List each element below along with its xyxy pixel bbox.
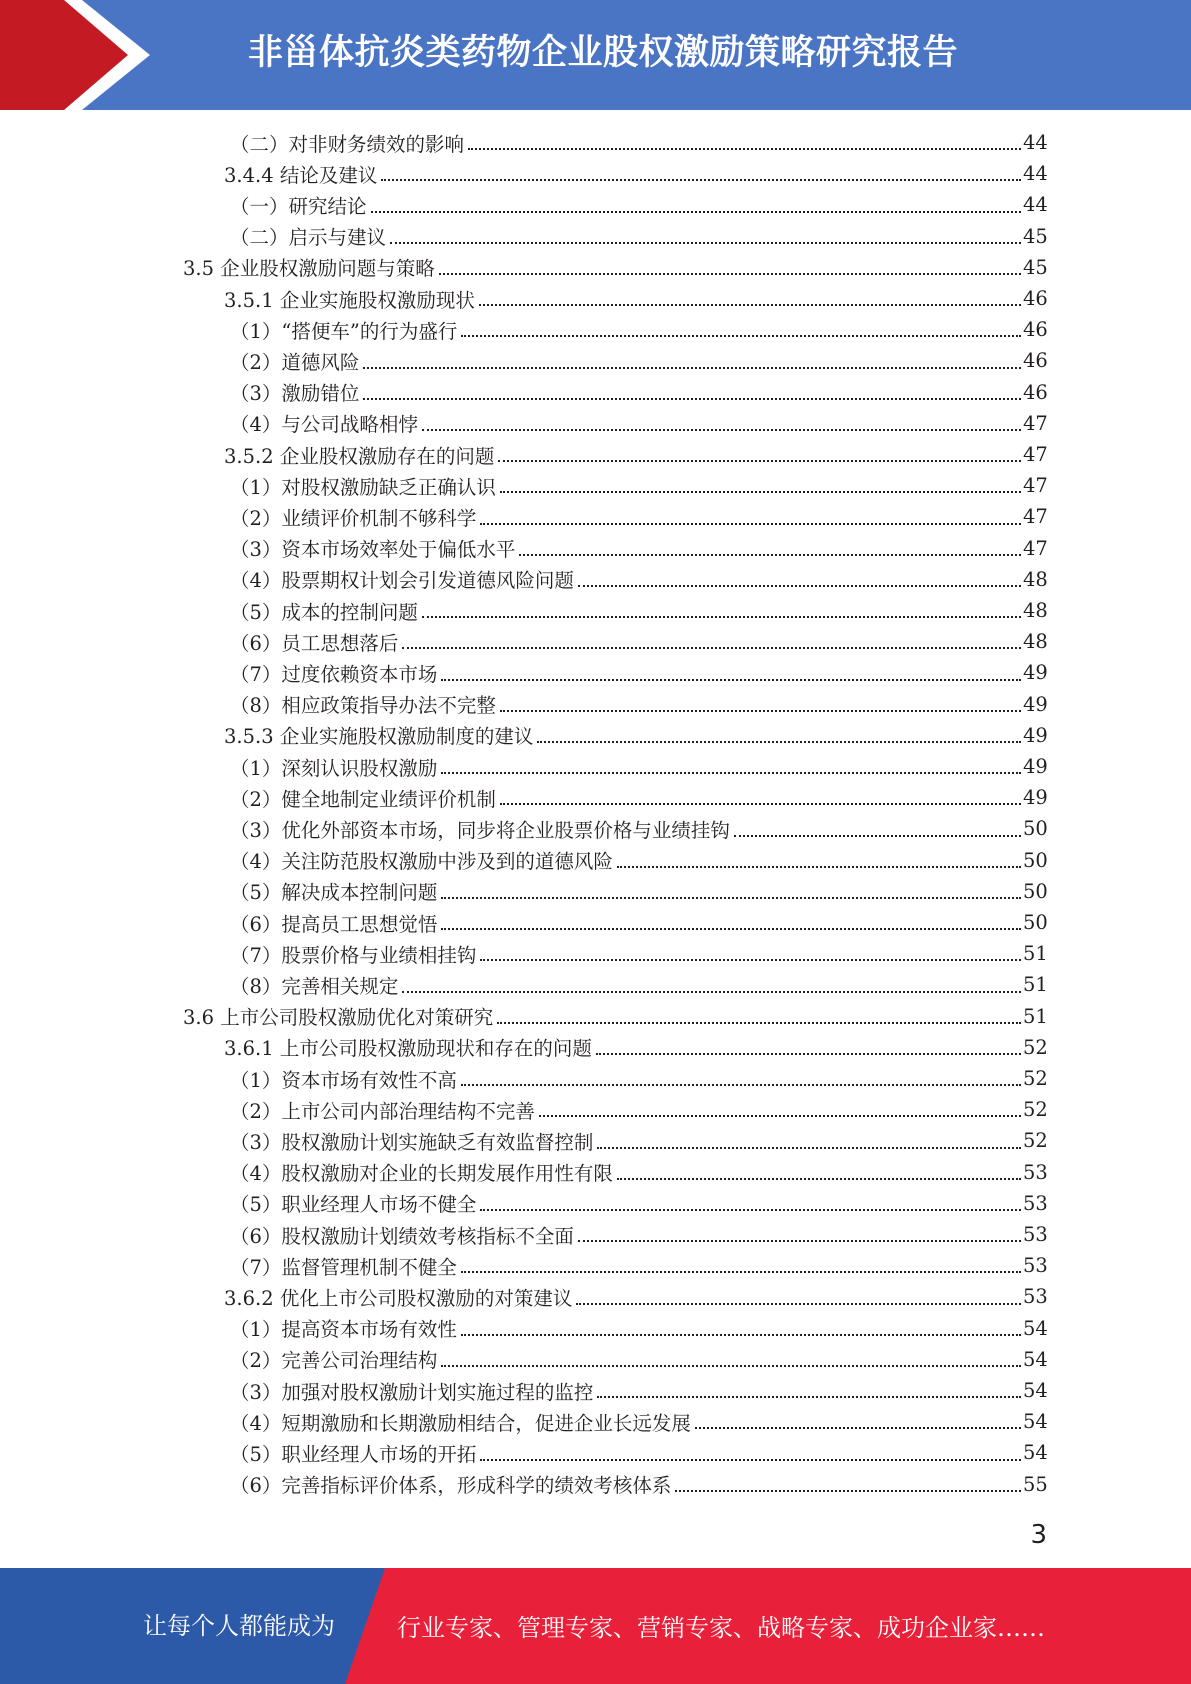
- toc-entry-label: （5）解决成本控制问题: [230, 881, 438, 905]
- toc-entry-page: 49: [1023, 755, 1048, 779]
- toc-entry-page: 54: [1023, 1316, 1048, 1340]
- toc-entry[interactable]: [230, 127, 1191, 158]
- toc-dot-leader: [597, 1396, 1021, 1398]
- toc-entry-page: 49: [1023, 723, 1048, 747]
- toc-entry[interactable]: [230, 1094, 1191, 1125]
- toc-dot-leader: [617, 1178, 1021, 1180]
- toc-dot-leader: [596, 1053, 1021, 1055]
- toc-entry-label: （3）优化外部资本市场，同步将企业股票价格与业绩挂钩: [230, 818, 730, 842]
- toc-entry-label: （7）监督管理机制不健全: [230, 1255, 457, 1279]
- toc-entry[interactable]: [230, 907, 1191, 938]
- toc-dot-leader: [439, 273, 1021, 275]
- toc-entry[interactable]: [230, 533, 1191, 564]
- toc-entry-label: （5）职业经理人市场的开拓: [230, 1442, 477, 1466]
- toc-entry[interactable]: [230, 969, 1191, 1000]
- toc-entry-page: 51: [1023, 1004, 1048, 1028]
- toc-entry-label: （2）健全地制定业绩评价机制: [230, 787, 496, 811]
- toc-entry-label: （1）深刻认识股权激励: [230, 756, 438, 780]
- toc-entry-label: 3.6.1 上市公司股权激励现状和存在的问题: [224, 1037, 592, 1061]
- toc-dot-leader: [480, 523, 1021, 525]
- toc-dot-leader: [441, 897, 1021, 899]
- toc-entry-label: 3.6 上市公司股权激励优化对策研究: [183, 1006, 494, 1030]
- toc-dot-leader: [734, 835, 1021, 837]
- toc-entry[interactable]: [224, 720, 1191, 751]
- toc-entry[interactable]: [230, 314, 1191, 345]
- toc-entry-label: （6）股权激励计划绩效考核指标不全面: [230, 1224, 574, 1248]
- toc-entry-label: （5）成本的控制问题: [230, 600, 418, 624]
- toc-entry-page: 47: [1023, 505, 1048, 529]
- toc-entry-page: 44: [1023, 193, 1048, 217]
- page-number: 3: [1030, 1520, 1047, 1550]
- toc-entry[interactable]: [230, 626, 1191, 657]
- toc-entry[interactable]: [230, 1125, 1191, 1156]
- toc-entry-label: 3.5.3 企业实施股权激励制度的建议: [224, 725, 534, 749]
- toc-entry-label: （二）对非财务绩效的影响: [230, 132, 465, 156]
- toc-entry-page: 49: [1023, 786, 1048, 810]
- toc-entry-label: （6）员工思想落后: [230, 631, 399, 655]
- toc-entry[interactable]: [230, 1437, 1191, 1468]
- toc-entry-label: （3）资本市场效率处于偏低水平: [230, 538, 516, 562]
- toc-entry-label: （4）股票期权计划会引发道德风险问题: [230, 569, 574, 593]
- toc-entry-label: （1）“搭便车”的行为盛行: [230, 319, 458, 343]
- toc-entry-page: 53: [1023, 1285, 1048, 1309]
- toc-entry-page: 46: [1023, 287, 1048, 311]
- toc-entry-page: 53: [1023, 1160, 1048, 1184]
- toc-dot-leader: [441, 772, 1021, 774]
- toc-entry-label: （1）提高资本市场有效性: [230, 1318, 457, 1342]
- toc-entry-page: 54: [1023, 1410, 1048, 1434]
- toc-entry-page: 53: [1023, 1191, 1048, 1215]
- toc-entry-label: 3.5.2 企业股权激励存在的问题: [224, 444, 495, 468]
- toc-dot-leader: [479, 304, 1021, 306]
- toc-entry-page: 54: [1023, 1347, 1048, 1371]
- toc-dot-leader: [617, 866, 1021, 868]
- toc-dot-leader: [578, 1240, 1021, 1242]
- toc-entry[interactable]: [230, 1063, 1191, 1094]
- toc-entry-page: 47: [1023, 536, 1048, 560]
- toc-dot-leader: [461, 335, 1021, 337]
- toc-entry-page: 54: [1023, 1441, 1048, 1465]
- toc-entry-label: 3.5.1 企业实施股权激励现状: [224, 288, 475, 312]
- toc-entry-page: 49: [1023, 692, 1048, 716]
- toc-dot-leader: [675, 1490, 1021, 1492]
- toc-entry[interactable]: [230, 657, 1191, 688]
- toc-entry[interactable]: [230, 1469, 1191, 1500]
- toc-entry-label: （8）相应政策指导办法不完整: [230, 694, 496, 718]
- toc-entry-label: （2）业绩评价机制不够科学: [230, 506, 477, 530]
- toc-dot-leader: [695, 1427, 1021, 1429]
- toc-dot-leader: [461, 1084, 1021, 1086]
- toc-dot-leader: [422, 616, 1021, 618]
- toc-entry[interactable]: [230, 377, 1191, 408]
- toc-entry-label: （7）股票价格与业绩相挂钩: [230, 943, 477, 967]
- toc-entry[interactable]: [230, 408, 1191, 439]
- toc-entry-label: （4）与公司战略相悖: [230, 413, 418, 437]
- toc-entry-label: （8）完善相关规定: [230, 974, 399, 998]
- toc-entry-label: （3）股权激励计划实施缺乏有效监督控制: [230, 1130, 594, 1154]
- toc-entry[interactable]: [183, 1001, 1191, 1032]
- toc-entry-page: 50: [1023, 817, 1048, 841]
- toc-entry[interactable]: [230, 564, 1191, 595]
- toc-entry[interactable]: [224, 1281, 1191, 1312]
- toc-entry-page: 44: [1023, 131, 1048, 155]
- toc-entry-label: （5）职业经理人市场不健全: [230, 1193, 477, 1217]
- toc-entry-label: （6）提高员工思想觉悟: [230, 912, 438, 936]
- toc-entry[interactable]: [230, 1157, 1191, 1188]
- toc-entry[interactable]: [183, 252, 1191, 283]
- toc-entry-page: 53: [1023, 1223, 1048, 1247]
- toc-dot-leader: [381, 179, 1021, 181]
- toc-entry-page: 53: [1023, 1254, 1048, 1278]
- toc-entry[interactable]: [230, 1375, 1191, 1406]
- toc-entry[interactable]: [230, 595, 1191, 626]
- toc-entry[interactable]: [230, 782, 1191, 813]
- toc-dot-leader: [537, 741, 1021, 743]
- toc-dot-leader: [468, 148, 1021, 150]
- toc-dot-leader: [576, 1303, 1021, 1305]
- toc-entry[interactable]: [230, 813, 1191, 844]
- toc-entry[interactable]: [230, 845, 1191, 876]
- footer-slogan-right: 行业专家、管理专家、营销专家、战略专家、成功企业家……: [397, 1614, 1045, 1642]
- page-footer: [0, 1568, 1191, 1684]
- toc-dot-leader: [390, 242, 1021, 244]
- toc-entry-page: 51: [1023, 942, 1048, 966]
- toc-entry-label: （二）启示与建议: [230, 226, 387, 250]
- toc-entry-label: （1）资本市场有效性不高: [230, 1068, 457, 1092]
- toc-entry-label: （4）短期激励和长期激励相结合，促进企业长远发展: [230, 1411, 691, 1435]
- toc-entry[interactable]: [230, 1344, 1191, 1375]
- toc-entry-page: 45: [1023, 255, 1048, 279]
- toc-entry-label: （4）关注防范股权激励中涉及到的道德风险: [230, 850, 613, 874]
- toc-dot-leader: [363, 367, 1021, 369]
- toc-dot-leader: [371, 211, 1021, 213]
- toc-entry[interactable]: [230, 189, 1191, 220]
- toc-entry-page: 46: [1023, 380, 1048, 404]
- toc-entry-page: 46: [1023, 349, 1048, 373]
- toc-entry-label: （3）激励错位: [230, 382, 360, 406]
- toc-dot-leader: [578, 585, 1021, 587]
- toc-entry-page: 51: [1023, 973, 1048, 997]
- toc-entry[interactable]: [230, 1188, 1191, 1219]
- toc-entry-label: （2）上市公司内部治理结构不完善: [230, 1099, 535, 1123]
- toc-entry[interactable]: [230, 689, 1191, 720]
- toc-entry[interactable]: [224, 1032, 1191, 1063]
- toc-entry-page: 46: [1023, 318, 1048, 342]
- toc-entry[interactable]: [224, 439, 1191, 470]
- toc-entry-label: 3.6.2 优化上市公司股权激励的对策建议: [224, 1286, 573, 1310]
- toc-dot-leader: [441, 1365, 1021, 1367]
- toc-entry[interactable]: [230, 1219, 1191, 1250]
- toc-dot-leader: [519, 554, 1021, 556]
- toc-dot-leader: [498, 460, 1021, 462]
- toc-dot-leader: [480, 1209, 1021, 1211]
- toc-dot-leader: [500, 710, 1021, 712]
- toc-entry[interactable]: [230, 751, 1191, 782]
- toc-entry[interactable]: [230, 938, 1191, 969]
- toc-entry-page: 54: [1023, 1379, 1048, 1403]
- toc-entry-page: 48: [1023, 630, 1048, 654]
- toc-dot-leader: [539, 1115, 1021, 1117]
- report-title: 非甾体抗炎类药物企业股权激励策略研究报告: [248, 33, 959, 73]
- toc-dot-leader: [441, 679, 1021, 681]
- toc-entry-page: 47: [1023, 411, 1048, 435]
- toc-entry[interactable]: [224, 283, 1191, 314]
- toc-entry-page: 49: [1023, 661, 1048, 685]
- toc-entry-page: 48: [1023, 599, 1048, 623]
- toc-entry[interactable]: [230, 1406, 1191, 1437]
- toc-entry[interactable]: [230, 1250, 1191, 1281]
- toc-dot-leader: [480, 959, 1021, 961]
- header-arrow-decoration: [0, 0, 160, 110]
- toc-dot-leader: [422, 429, 1021, 431]
- toc-entry-label: 3.4.4 结论及建议: [224, 163, 378, 187]
- toc-entry-label: （3）加强对股权激励计划实施过程的监控: [230, 1380, 594, 1404]
- toc-entry-page: 55: [1023, 1472, 1048, 1496]
- toc-dot-leader: [500, 803, 1021, 805]
- toc-entry-label: 3.5 企业股权激励问题与策略: [183, 257, 435, 281]
- toc-entry[interactable]: [230, 221, 1191, 252]
- toc-entry-label: （2）道德风险: [230, 350, 360, 374]
- toc-entry-page: 47: [1023, 474, 1048, 498]
- toc-dot-leader: [497, 1022, 1021, 1024]
- toc-entry[interactable]: [230, 501, 1191, 532]
- toc-entry-page: 44: [1023, 162, 1048, 186]
- toc-entry[interactable]: [230, 345, 1191, 376]
- toc-entry[interactable]: [224, 158, 1191, 189]
- toc-entry-label: （7）过度依赖资本市场: [230, 662, 438, 686]
- page-header: [0, 0, 1191, 110]
- toc-dot-leader: [441, 928, 1021, 930]
- toc-entry[interactable]: [230, 876, 1191, 907]
- toc-dot-leader: [363, 398, 1021, 400]
- toc-dot-leader: [597, 1147, 1021, 1149]
- toc-entry-page: 47: [1023, 443, 1048, 467]
- toc-entry-page: 52: [1023, 1098, 1048, 1122]
- toc-entry[interactable]: [230, 1313, 1191, 1344]
- toc-dot-leader: [480, 1459, 1021, 1461]
- toc-entry-label: （1）对股权激励缺乏正确认识: [230, 475, 496, 499]
- toc-entry-label: （2）完善公司治理结构: [230, 1349, 438, 1373]
- toc-entry-page: 50: [1023, 911, 1048, 935]
- toc-entry-label: （6）完善指标评价体系，形成科学的绩效考核体系: [230, 1474, 672, 1498]
- toc-entry-label: （4）股权激励对企业的长期发展作用性有限: [230, 1162, 613, 1186]
- toc-dot-leader: [402, 991, 1021, 993]
- toc-entry-page: 48: [1023, 567, 1048, 591]
- toc-entry-page: 52: [1023, 1067, 1048, 1091]
- toc-entry-label: （一）研究结论: [230, 194, 367, 218]
- toc-entry-page: 52: [1023, 1035, 1048, 1059]
- toc-entry-page: 45: [1023, 224, 1048, 248]
- toc-entry-page: 50: [1023, 848, 1048, 872]
- toc-dot-leader: [461, 1271, 1021, 1273]
- toc-dot-leader: [461, 1334, 1021, 1336]
- footer-slogan-left: 让每个人都能成为: [143, 1612, 335, 1640]
- toc-dot-leader: [500, 491, 1021, 493]
- toc-entry-page: 52: [1023, 1129, 1048, 1153]
- toc-entry[interactable]: [230, 470, 1191, 501]
- toc-dot-leader: [402, 647, 1021, 649]
- toc-entry-page: 50: [1023, 879, 1048, 903]
